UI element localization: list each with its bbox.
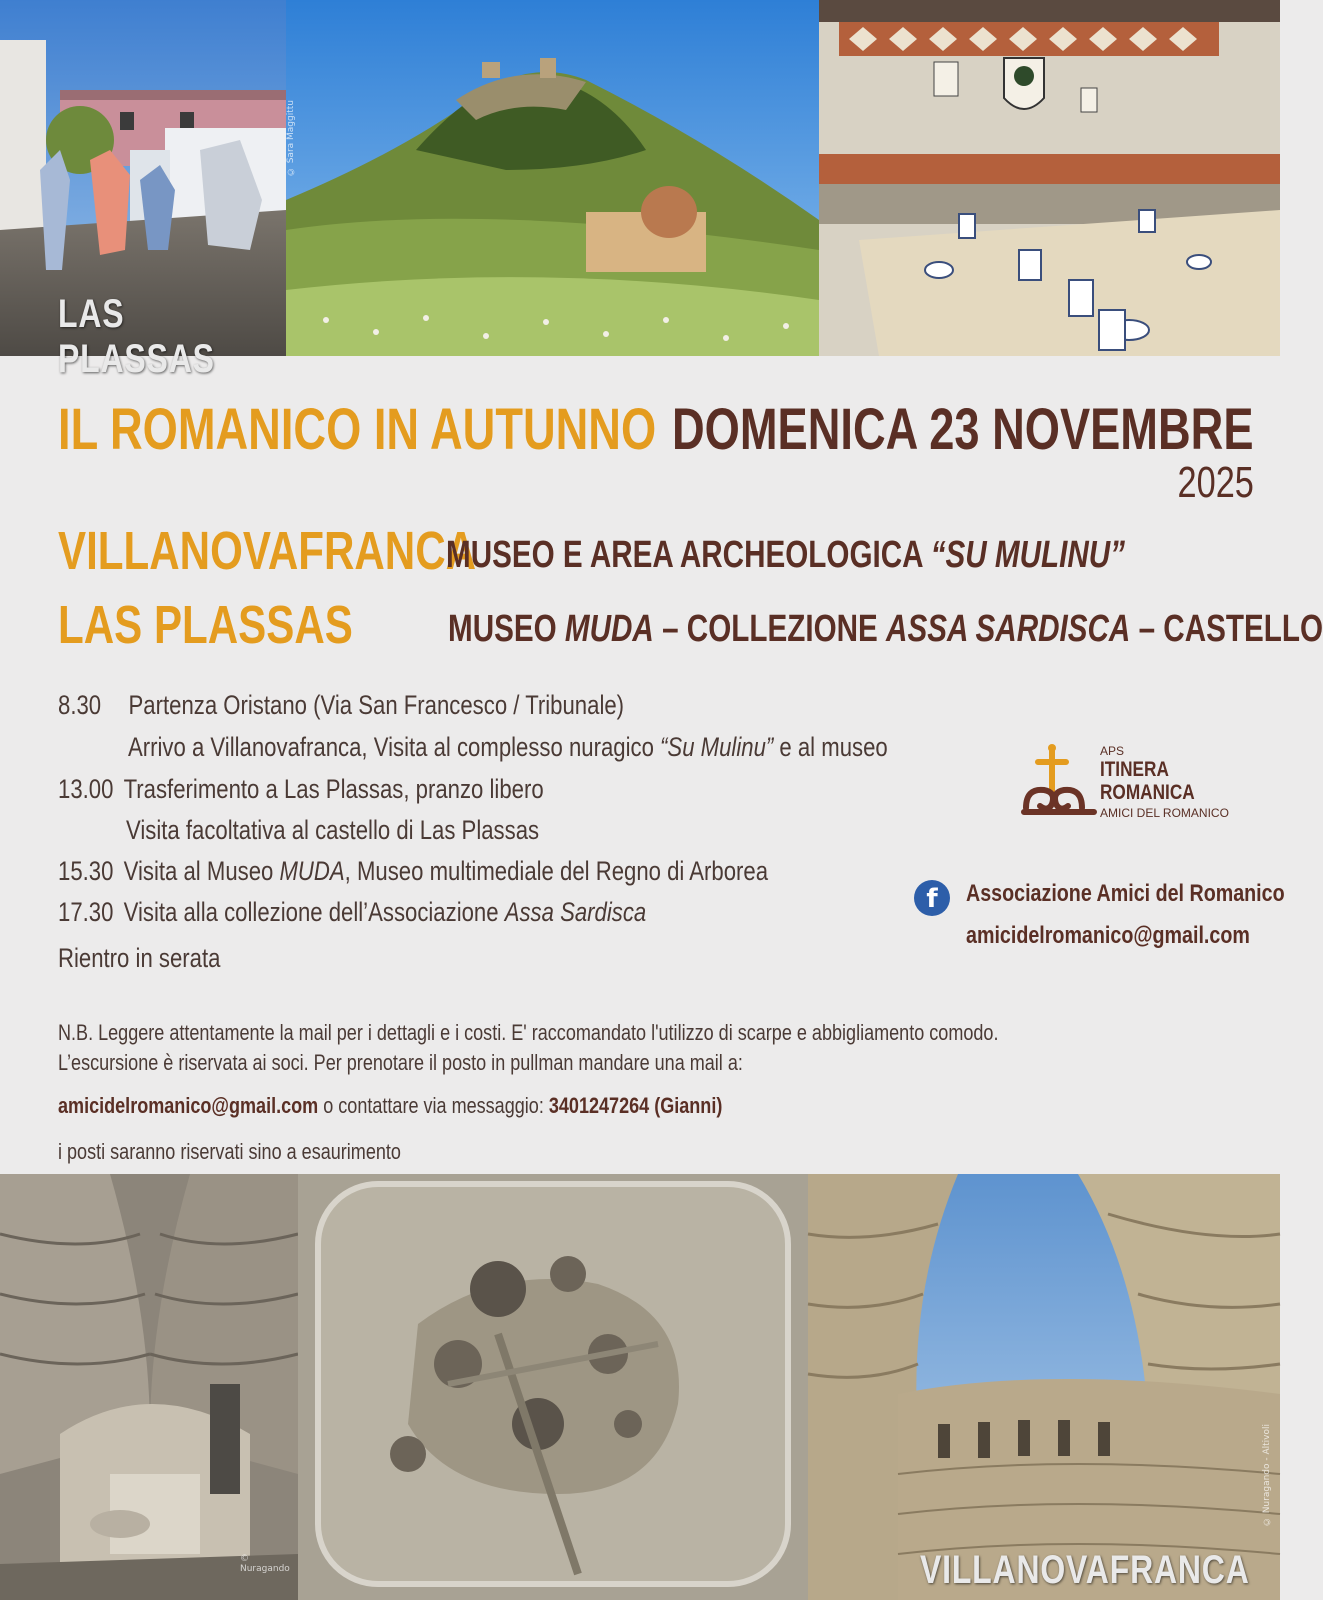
schedule-time: 8.30 <box>58 690 102 720</box>
facebook-page-link[interactable]: Associazione Amici del Romanico <box>966 880 1285 907</box>
photo-castle-hill <box>286 0 819 356</box>
photo-credit-villanovafranca: © Nuragando - Altivoli <box>1262 1424 1272 1527</box>
destination-town-villanovafranca: VILLANOVAFRANCA <box>58 521 477 581</box>
notes-contact-line <box>58 1093 722 1119</box>
schedule-row <box>126 815 539 846</box>
schedule-text: , Museo multimediale del Regno di Arborea <box>344 856 769 886</box>
notes-email-link[interactable]: amicidelromanico@gmail.com <box>58 1093 319 1118</box>
schedule-text: Rientro in serata <box>58 943 221 973</box>
schedule-text: Partenza Oristano (Via San Francesco / Tribunale) <box>128 690 625 720</box>
destination-site-villanovafranca <box>446 534 1125 577</box>
logo-name-line1: ITINERA <box>1100 758 1169 781</box>
schedule-text: Visita al Museo <box>123 856 280 886</box>
photo-credit-castle: © Sara Maggittu <box>286 100 296 177</box>
site-text-italic: ASSA SARDISCA <box>886 608 1131 650</box>
event-date: DOMENICA 23 NOVEMBRE <box>672 397 1254 462</box>
schedule-row <box>58 943 220 974</box>
notes-line-4: i posti saranno riservati sino a esaurimento <box>58 1139 401 1164</box>
site-text: – COLLEZIONE <box>653 608 887 650</box>
schedule-row <box>58 774 544 805</box>
photo-aerial-site <box>298 1174 808 1600</box>
notes-line-2: L’escursione è riservata ai soci. Per prenotare il posto in pullman mandare una mail a: <box>58 1050 743 1075</box>
schedule-row <box>58 897 646 928</box>
notes-phone[interactable]: 3401247264 (Gianni) <box>548 1093 723 1118</box>
logo-name-line2: ROMANICA <box>1100 781 1195 804</box>
photo-caption-villanovafranca: VILLANOVAFRANCA <box>920 1548 1250 1592</box>
photo-las-plassas-street <box>0 0 286 381</box>
event-title: IL ROMANICO IN AUTUNNO <box>58 397 657 462</box>
photo-nuraghe-interior <box>0 1174 298 1600</box>
logo-tagline: AMICI DEL ROMANICO <box>1100 806 1229 820</box>
event-year: 2025 <box>1177 458 1254 507</box>
site-text: MUSEO E AREA ARCHEOLOGICA <box>446 534 931 576</box>
schedule-row <box>58 856 768 887</box>
site-text-italic: “SU MULINU” <box>930 534 1126 576</box>
notes-contact-text: o contattare via messaggio: <box>318 1093 549 1118</box>
site-text: MUSEO <box>448 608 565 650</box>
site-text-italic: MUDA <box>564 608 654 650</box>
photo-credit-nuraghe: © Nuragando <box>240 1554 290 1574</box>
schedule-time: 17.30 <box>58 897 114 927</box>
photo-caption-las-plassas: LAS PLASSAS <box>58 292 215 381</box>
schedule-text-italic: Assa Sardisca <box>504 897 647 927</box>
schedule-text-italic: MUDA <box>279 856 345 886</box>
schedule-text: Visita alla collezione dell’Associazione <box>123 897 505 927</box>
logo-aps: APS <box>1100 744 1125 758</box>
schedule-time: 15.30 <box>58 856 114 886</box>
notes-line-1: N.B. Leggere attentamente la mail per i dettagli e i costi. E' raccomandato l'utilizzo di scarpe e abbigliamento comodo. <box>58 1020 999 1045</box>
photo-nuraghe-ruins <box>808 1174 1280 1600</box>
site-text: – CASTELLO <box>1130 608 1323 650</box>
photo-museum-table <box>819 0 1280 356</box>
schedule-text: e al museo <box>773 732 888 762</box>
schedule-text: Visita facoltativa al castello di Las Plassas <box>126 815 540 845</box>
destination-site-las-plassas <box>448 608 1323 651</box>
schedule-text: Arrivo a Villanovafranca, Visita al complesso nuragico <box>128 732 661 762</box>
schedule-time: 13.00 <box>58 774 114 804</box>
facebook-icon[interactable]: f <box>914 880 950 916</box>
schedule-text-italic: “Su Mulinu” <box>660 732 774 762</box>
schedule-row <box>58 690 624 721</box>
destination-town-las-plassas: LAS PLASSAS <box>58 595 353 655</box>
schedule-row <box>128 732 888 763</box>
contact-email-link[interactable]: amicidelromanico@gmail.com <box>966 922 1250 949</box>
schedule-text: Trasferimento a Las Plassas, pranzo libero <box>123 774 544 804</box>
